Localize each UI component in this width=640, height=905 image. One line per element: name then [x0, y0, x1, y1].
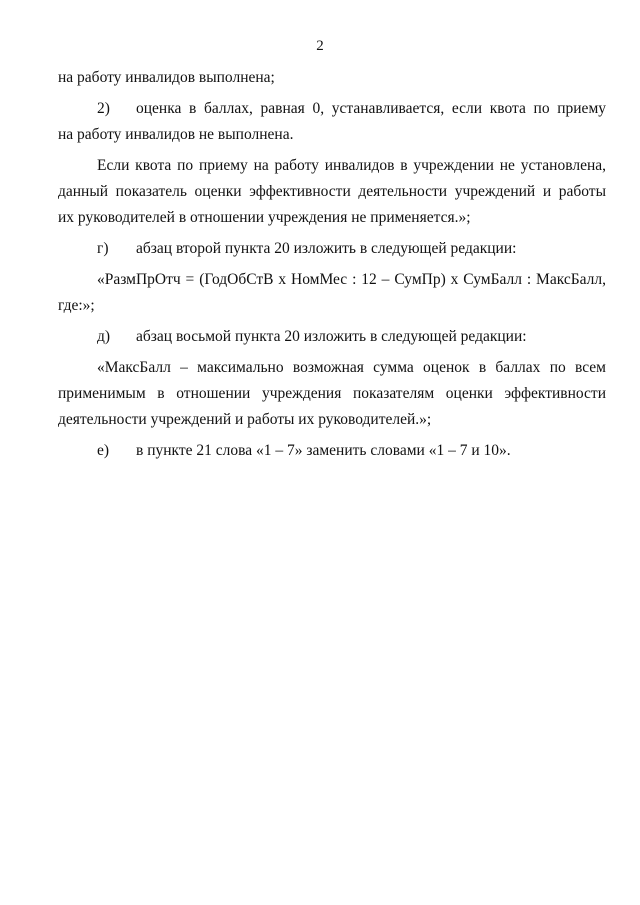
text-line: оценка в баллах, равная 0, устанавливается, если квота по приему — [136, 100, 606, 117]
list-marker: г) — [97, 240, 109, 257]
list-item-g — [58, 236, 606, 262]
text-line: абзац второй пункта 20 изложить в следующей редакции: — [136, 240, 517, 257]
list-item-e — [58, 438, 606, 464]
list-marker: 2) — [97, 100, 110, 117]
text-line: где:»; — [58, 297, 95, 314]
paragraph-quota — [58, 153, 606, 231]
text-line: на работу инвалидов выполнена; — [58, 69, 275, 86]
list-item-d — [58, 324, 606, 350]
text-line: данный показатель оценки эффективности деятельности учреждений и работы — [58, 183, 606, 200]
page-number: 2 — [316, 38, 324, 54]
text-line: деятельности учреждений и работы их руководителей.»; — [58, 411, 432, 428]
text-line: абзац восьмой пункта 20 изложить в следующей редакции: — [136, 328, 527, 345]
text-line: Если квота по приему на работу инвалидов в учреждении не установлена, — [97, 157, 606, 174]
list-marker: д) — [97, 328, 111, 345]
paragraph-formula — [58, 267, 606, 319]
paragraph-maxball — [58, 355, 606, 433]
document-body — [58, 65, 606, 469]
list-marker: е) — [97, 442, 110, 459]
text-line: их руководителей в отношении учреждения не применяется.»; — [58, 209, 471, 226]
list-item-2 — [58, 96, 606, 148]
text-line: в пункте 21 слова «1 – 7» заменить словами «1 – 7 и 10». — [136, 442, 511, 459]
text-line: «РазмПрОтч = (ГодОбСтВ х НомМес : 12 – СумПр) х СумБалл : МаксБалл, — [97, 271, 606, 288]
text-line: применимым в отношении учреждения показателям оценки эффективности — [58, 385, 606, 402]
text-line: «МаксБалл – максимально возможная сумма оценок в баллах по всем — [97, 359, 606, 376]
text-line: на работу инвалидов не выполнена. — [58, 126, 294, 143]
paragraph-continuation — [58, 65, 606, 91]
